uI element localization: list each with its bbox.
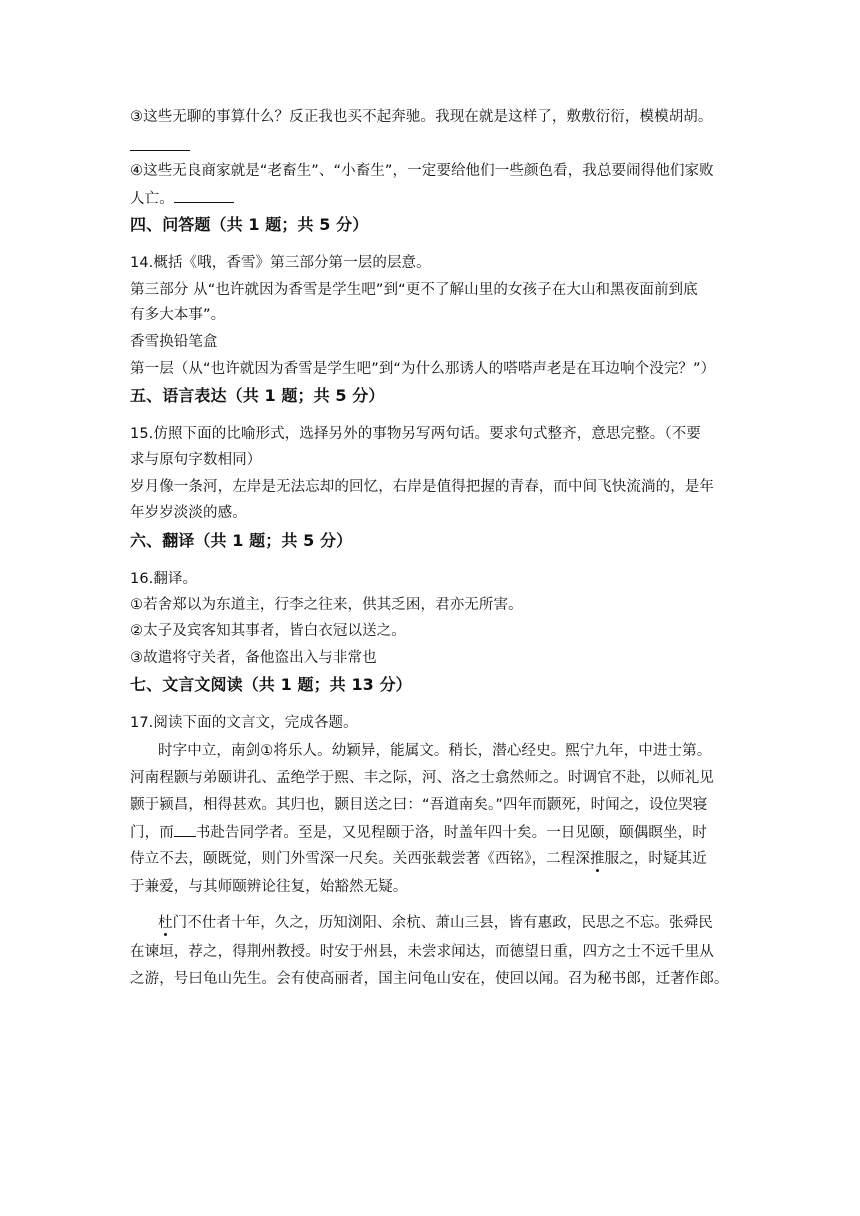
passage-p1-line1: 时字中立，南剑①将乐人。幼颖异，能属文。稍长，潜心经史。熙宁九年，中进士第。 <box>158 743 712 759</box>
q14-text-line2: 有多大本事”。 <box>130 307 226 323</box>
passage-p1-line2: 河南程颢与弟颐讲孔、孟绝学于熙、丰之际，河、洛之士翕然师之。时调官不赴，以师礼见 <box>130 770 714 786</box>
q14-text-line4: 第一层（从“也许就因为香雪是学生吧”到“为什么那诱人的嗒嗒声老是在耳边响个没完？”） <box>130 361 716 377</box>
q16-item-1: ①若舍郑以为东道主，行李之往来，供其乏困，君亦无所害。 <box>130 597 523 613</box>
section-heading-5: 五、语言表达（共 1 题；共 5 分） <box>130 386 385 405</box>
question-17: 17.阅读下面的文言文，完成各题。 <box>130 715 358 731</box>
section-heading-6: 六、翻译（共 1 题；共 5 分） <box>130 531 353 550</box>
emphasis-char: 推 <box>589 851 605 867</box>
section-heading-7: 七、文言文阅读（共 1 题；共 13 分） <box>130 675 412 694</box>
q14-text-line1: 第三部分 从“也许就因为香雪是学生吧”到“更不了解山里的女孩子在大山和黑夜面前到底 <box>130 282 698 298</box>
section-heading-4: 四、问答题（共 1 题；共 5 分） <box>130 215 369 234</box>
q15-example-line1: 岁月像一条河，左岸是无法忘却的回忆，右岸是值得把握的青春，而中间飞快流淌的，是年 <box>130 479 714 495</box>
fill-blank <box>174 822 196 837</box>
passage-p1-line4: 门，而 书赴告同学者。至是，又见程颐于洛，时盖年四十矣。一日见颐，颐偶瞑坐，时 <box>130 822 730 843</box>
q16-item-2: ②太子及宾客知其事者，皆白衣冠以送之。 <box>130 623 406 639</box>
question-16: 16.翻译。 <box>130 571 198 587</box>
passage-p2-line1: 杜门不仕者十年，久之，历知浏阳、余杭、萧山三县，皆有惠政，民思之不忘。张舜民 <box>158 915 713 931</box>
emphasis-char: 杜 <box>158 915 173 931</box>
passage-p1-line6: 于兼爱，与其师颐辨论往复，始豁然无疑。 <box>130 879 408 895</box>
q16-item-3: ③故遣将守关者，备他盗出入与非常也 <box>130 650 377 666</box>
q14-text-line3: 香雪换铅笔盒 <box>130 334 218 350</box>
answer-blank <box>130 136 730 157</box>
s3-item-4-line1: ④这些无良商家就是“老畜生”、“小畜生”，一定要给他们一些颜色看，我总要闹得他们家败 <box>130 163 714 179</box>
s3-item-4-line2: 人亡。 <box>130 188 730 209</box>
question-15-line1: 15.仿照下面的比喻形式，选择另外的事物另写两句话。要求句式整齐，意思完整。（不要 <box>130 426 701 442</box>
passage-p1-line5: 侍立不去，颐既觉，则门外雪深一尺矣。关西张载尝著《西铭》，二程深推服之，时疑其近 <box>130 851 707 867</box>
passage-p2-line2: 在谏垣，荐之，得荆州教授。时安于州县，未尝求闻达，而德望日重，四方之士不远千里从 <box>130 944 714 960</box>
q15-example-line2: 年岁岁淡淡的感。 <box>130 505 247 521</box>
answer-blank <box>174 188 234 203</box>
passage-p1-line3: 颢于颍昌，相得甚欢。其归也，颢目送之曰：“吾道南矣。”四年而颢死，时闻之，设位哭寝 <box>130 797 708 813</box>
passage-p2-line3: 之游，号曰龟山先生。会有使高丽者，国主问龟山安在，使回以闻。召为秘书郎，迁著作郎。 <box>130 971 729 987</box>
question-15-line2: 求与原句字数相同） <box>130 452 262 468</box>
question-14: 14.概括《哦，香雪》第三部分第一层的层意。 <box>130 255 431 271</box>
s3-item-3: ③这些无聊的事算什么？反正我也买不起奔驰。我现在就是这样了，敷敷衍衍，模模胡胡。 <box>130 109 713 125</box>
